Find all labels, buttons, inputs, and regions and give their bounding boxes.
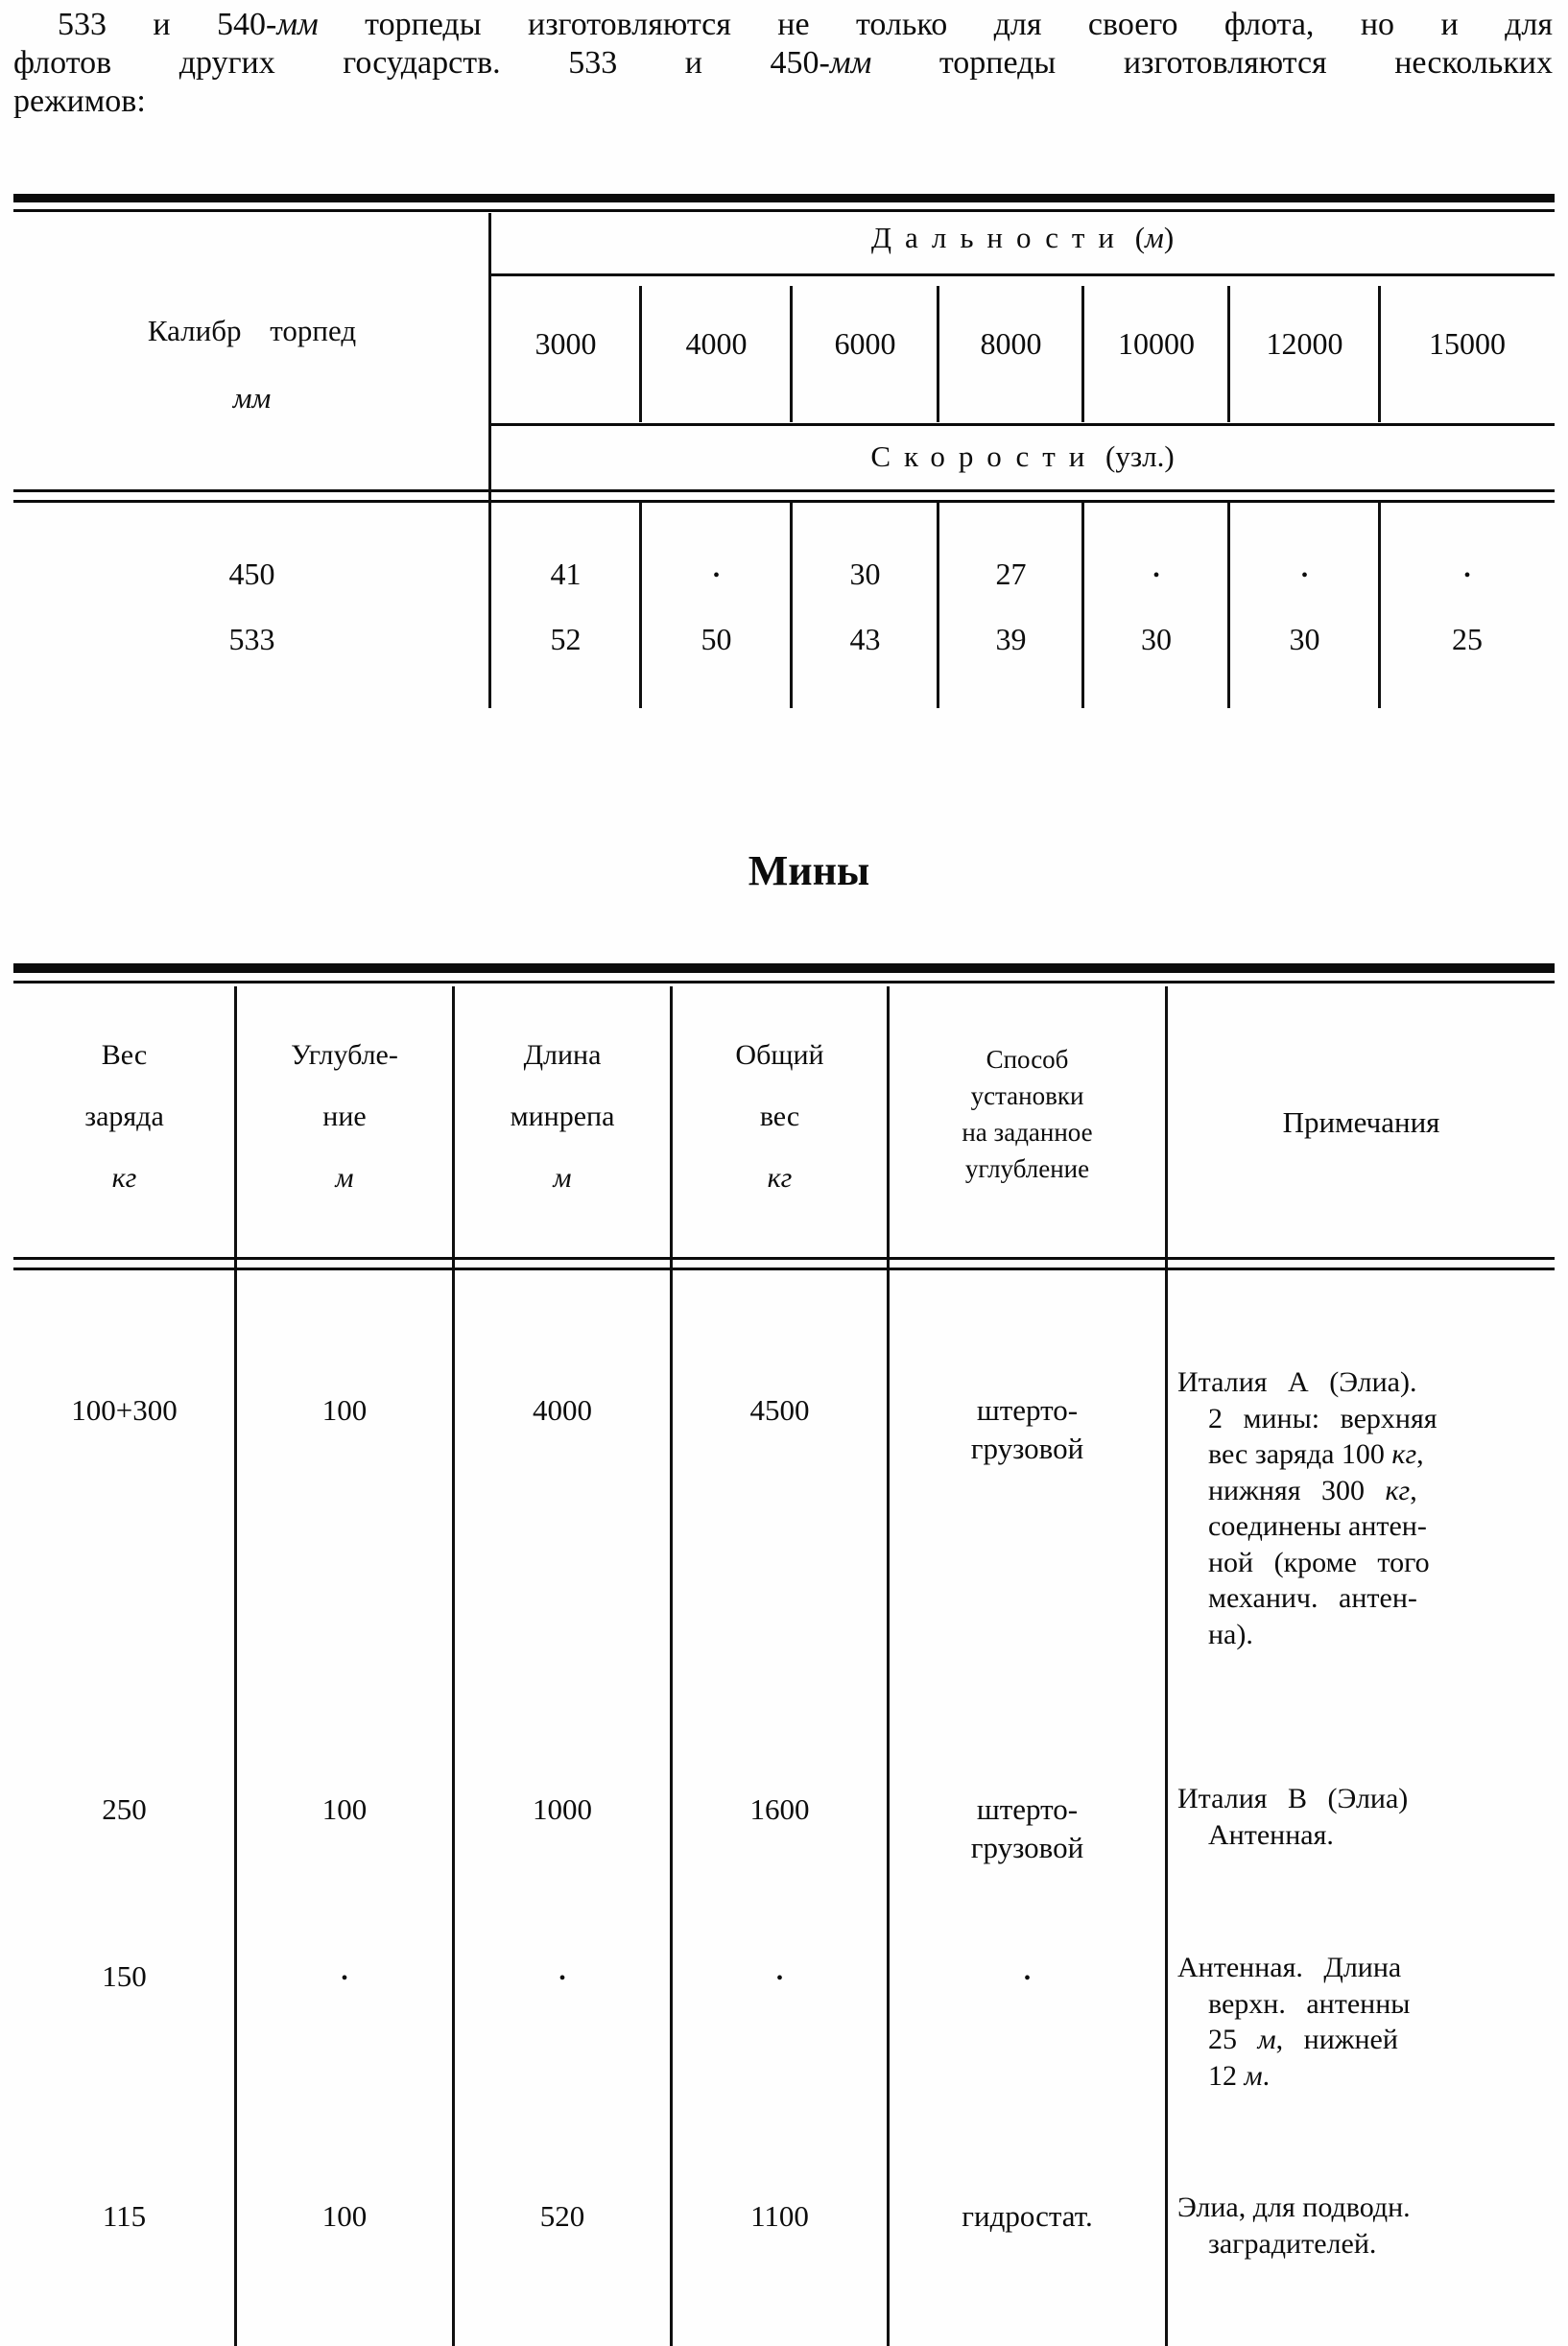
torpedo-row-450-value: • [1463,565,1471,586]
mines-double-rule-2 [13,1268,1555,1270]
torpedo-row-533-value: 39 [995,622,1027,656]
mines-divider-5 [1165,986,1168,2346]
torpedo-row-450-caliber: 450 [228,557,275,591]
torpedo-double-rule-1 [13,489,1555,492]
torpedo-row-533-value: 50 [701,622,732,656]
torpedo-row-450-value: 30 [849,557,881,591]
mines-header-total-weight: Общий вес кг [735,1039,824,1194]
mine-row-1-total-weight: 4500 [749,1393,810,1427]
intro-paragraph: 533 и 540-мм торпеды изготовляются не только для своего флота, но и для флотов других государств. 533 и 450-мм торпеды изготовляются нескольких режимов: [13,7,1553,119]
torpedo-ranges-header: Дальности (м) [870,221,1175,254]
mine-row-1-setting-method: штерто- грузовой [970,1393,1084,1465]
torpedo-body-divider-1 [639,503,642,708]
torpedo-table-top-rule-thin [13,209,1555,212]
torpedo-body-divider-4 [1081,503,1084,708]
mine-row-4-cable-length: 520 [539,2199,585,2233]
mine-row-4-total-weight: 1100 [750,2199,809,2233]
torpedo-header-divider-4 [1081,286,1084,422]
torpedo-body-divider-5 [1227,503,1230,708]
mines-header-notes: Примечания [1282,1105,1440,1139]
mine-row-1-charge-weight: 100+300 [71,1393,178,1427]
distance-header-8000: 8000 [980,326,1042,361]
torpedo-row-533-caliber: 533 [228,622,275,656]
mines-header-depth: Углубле- ние м [291,1039,398,1194]
mine-row-2-total-weight: 1600 [749,1792,810,1826]
mine-row-3-notes: Антенная. Длина верхн. антенны 25 м, нижней 12 м. [1177,1952,1411,2092]
mines-divider-4 [887,986,890,2346]
mine-row-2-charge-weight: 250 [102,1792,147,1826]
mines-section-title: Мины [748,847,870,894]
mine-row-1-depth: 100 [321,1393,368,1427]
mine-row-3-depth: • [341,1968,348,1989]
torpedo-row-533-value: 52 [550,622,582,656]
torpedo-row-450-value: 41 [550,557,582,591]
torpedo-row-533-value: 43 [849,622,881,656]
mine-row-4-notes: Элиа, для подводн. заградителей. [1177,2192,1411,2260]
torpedo-body-divider-6 [1378,503,1381,708]
torpedo-body-divider-3 [937,503,939,708]
mines-header-setting-method: Способ установки на заданное углубление [962,1045,1093,1183]
mine-row-3-cable-length: • [558,1968,566,1989]
torpedo-speeds-header: Скорости (узл.) [870,439,1175,473]
mine-row-3-setting-method: • [1023,1968,1031,1989]
torpedo-row-450-value: • [1300,565,1308,586]
distance-header-3000: 3000 [535,326,597,361]
mines-table-top-rule-thin [13,981,1555,983]
distance-header-12000: 12000 [1266,326,1343,361]
torpedo-caliber-column-header: Калибр торпед мм [147,314,357,415]
ranges-underline-rule [490,273,1555,276]
mine-row-2-notes: Италия В (Элиа) Антенная. [1177,1783,1409,1851]
torpedo-row-533-value: 30 [1289,622,1320,656]
mine-row-4-charge-weight: 115 [102,2199,147,2233]
distance-header-6000: 6000 [834,326,896,361]
mines-header-charge-weight: Вес заряда кг [84,1039,164,1194]
mine-row-3-charge-weight: 150 [102,1959,147,1993]
torpedo-body-divider-2 [790,503,793,708]
mines-header-cable-length: Длина минрепа м [510,1039,615,1194]
distance-header-10000: 10000 [1118,326,1195,361]
torpedo-header-divider-5 [1227,286,1230,422]
mine-row-3-total-weight: • [775,1968,783,1989]
torpedo-table-top-rule-thick [13,194,1555,202]
mines-double-rule-1 [13,1257,1555,1260]
torpedo-header-divider-2 [790,286,793,422]
torpedo-row-450-value: 27 [995,557,1027,591]
mine-row-1-cable-length: 4000 [533,1393,592,1427]
torpedo-header-divider-3 [937,286,939,422]
torpedo-row-533-value: 30 [1141,622,1172,656]
torpedo-row-533-value: 25 [1452,622,1483,656]
mine-row-2-depth: 100 [321,1792,368,1826]
mine-row-1-notes: Италия А (Элиа). 2 мины: верхняя вес заряда 100 кг, нижняя 300 кг, соединены антен- ной (кроме того механич. антен- на). [1177,1366,1437,1650]
torpedo-row-450-value: • [712,565,720,586]
distance-header-4000: 4000 [685,326,748,361]
mine-row-2-cable-length: 1000 [533,1792,592,1826]
mine-row-4-depth: 100 [321,2199,368,2233]
torpedo-header-divider-6 [1378,286,1381,422]
mine-row-4-setting-method: гидростат. [962,2199,1093,2233]
torpedo-header-divider-1 [639,286,642,422]
torpedo-row-450-value: • [1152,565,1160,586]
torpedo-double-rule-2 [13,500,1555,503]
mines-table-top-rule-thick [13,963,1555,973]
speeds-overline-rule [490,423,1555,426]
distance-header-15000: 15000 [1429,326,1506,361]
mine-row-2-setting-method: штерто- грузовой [970,1792,1084,1864]
